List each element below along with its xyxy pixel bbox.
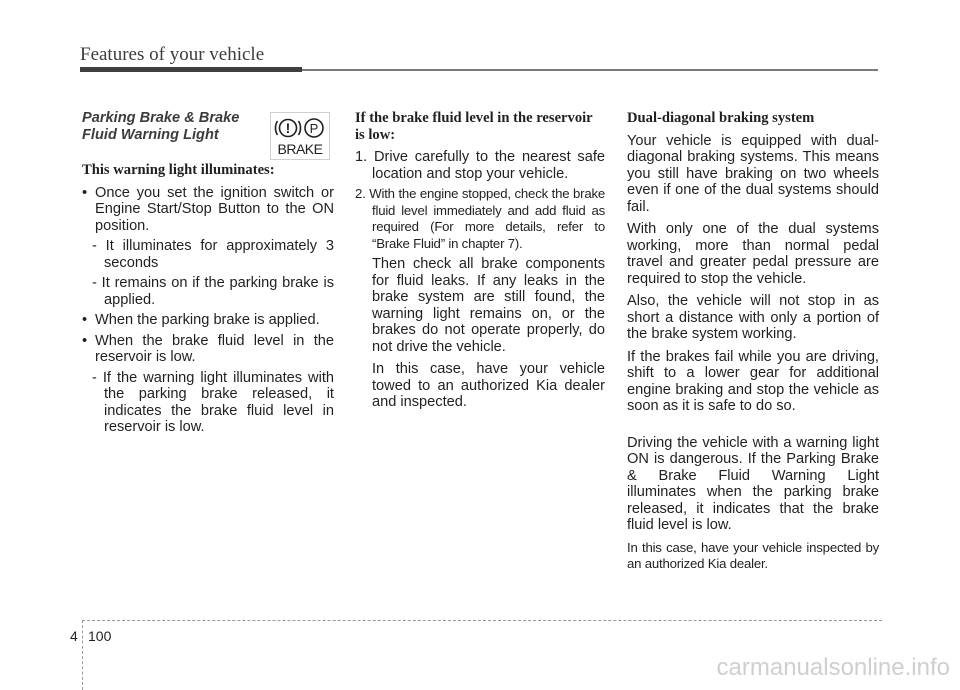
bullet-parking-brake: • When the parking brake is applied. [82, 312, 320, 328]
header-rule-light [302, 69, 878, 71]
bullet-fluid-low: • When the brake fluid level in the reservoir is low. [82, 332, 334, 365]
bullet-ignition: • Once you set the ignition switch or Engine Start/Stop Button to the ON position. [82, 184, 334, 234]
illuminates-heading: This warning light illuminates: [82, 162, 275, 178]
dual-paragraph-4: If the brakes fail while you are driving, shift to a lower gear for additional engine braking and stop the vehicle as soon as it is safe to do so. [627, 348, 879, 414]
warning-paragraph: Driving the vehicle with a warning light ON is dangerous. If the Parking Brake & Brake Fluid Warning Light illuminates when the parking brake released, it indicates that the brake fluid level is low. [627, 434, 879, 533]
sub-item-remains-on: - It remains on if the parking brake is applied. [92, 275, 334, 308]
footer-divider [82, 620, 83, 690]
step-1: 1. Drive carefully to the nearest safe location and stop your vehicle. [355, 149, 605, 182]
inspect-paragraph: In this case, have your vehicle inspected by an authorized Kia dealer. [627, 539, 879, 571]
footer-rule [82, 620, 882, 621]
dual-diagonal-heading: Dual-diagonal braking system [627, 110, 815, 126]
check-components-paragraph: Then check all brake components for fluid leaks. If any leaks in the brake system are still found, the warning light remains on, or the brakes do not operate properly, do not drive the vehicle. [372, 256, 605, 355]
dual-paragraph-3: Also, the vehicle will not stop in as short a distance with only a portion of the brake system working. [627, 293, 879, 342]
column-middle [355, 110, 605, 417]
icon-exclaim: ! [285, 120, 291, 136]
icon-brake-label: BRAKE [277, 141, 323, 157]
page-number: 100 [88, 628, 112, 644]
sub-item-released: - If the warning light illuminates with the parking brake released, it indicates the brake fluid level in reservoir is low. [92, 369, 334, 435]
page-header-title: Features of your vehicle [80, 44, 265, 65]
header-rule-dark [80, 67, 302, 72]
icon-p: P [309, 121, 319, 136]
section-title: Parking Brake & Brake Fluid Warning Light [82, 110, 240, 143]
step-2: 2. With the engine stopped, check the brake fluid level immediately and add fluid as required (For more details, refer to “Brake Fluid” in chapter 7). [355, 186, 605, 251]
watermark: carmanualsonline.info [716, 654, 950, 681]
chapter-number: 4 [70, 628, 78, 644]
fluid-low-heading: If the brake fluid level in the reservoir is low: [355, 110, 593, 143]
sub-item-approx-3s: - It illuminates for approximately 3 seconds [92, 238, 334, 271]
column-right [627, 110, 879, 579]
parking-brake-warning-icon [270, 112, 330, 160]
dual-paragraph-2: With only one of the dual systems working, more than normal pedal travel and greater pedal pressure are required to stop the vehicle. [627, 221, 879, 287]
towed-paragraph: In this case, have your vehicle towed to an authorized Kia dealer and inspected. [372, 361, 605, 410]
dual-paragraph-1: Your vehicle is equipped with dual-diagonal braking systems. This means you still have braking on two wheels even if one of the dual systems should fail. [627, 132, 879, 215]
